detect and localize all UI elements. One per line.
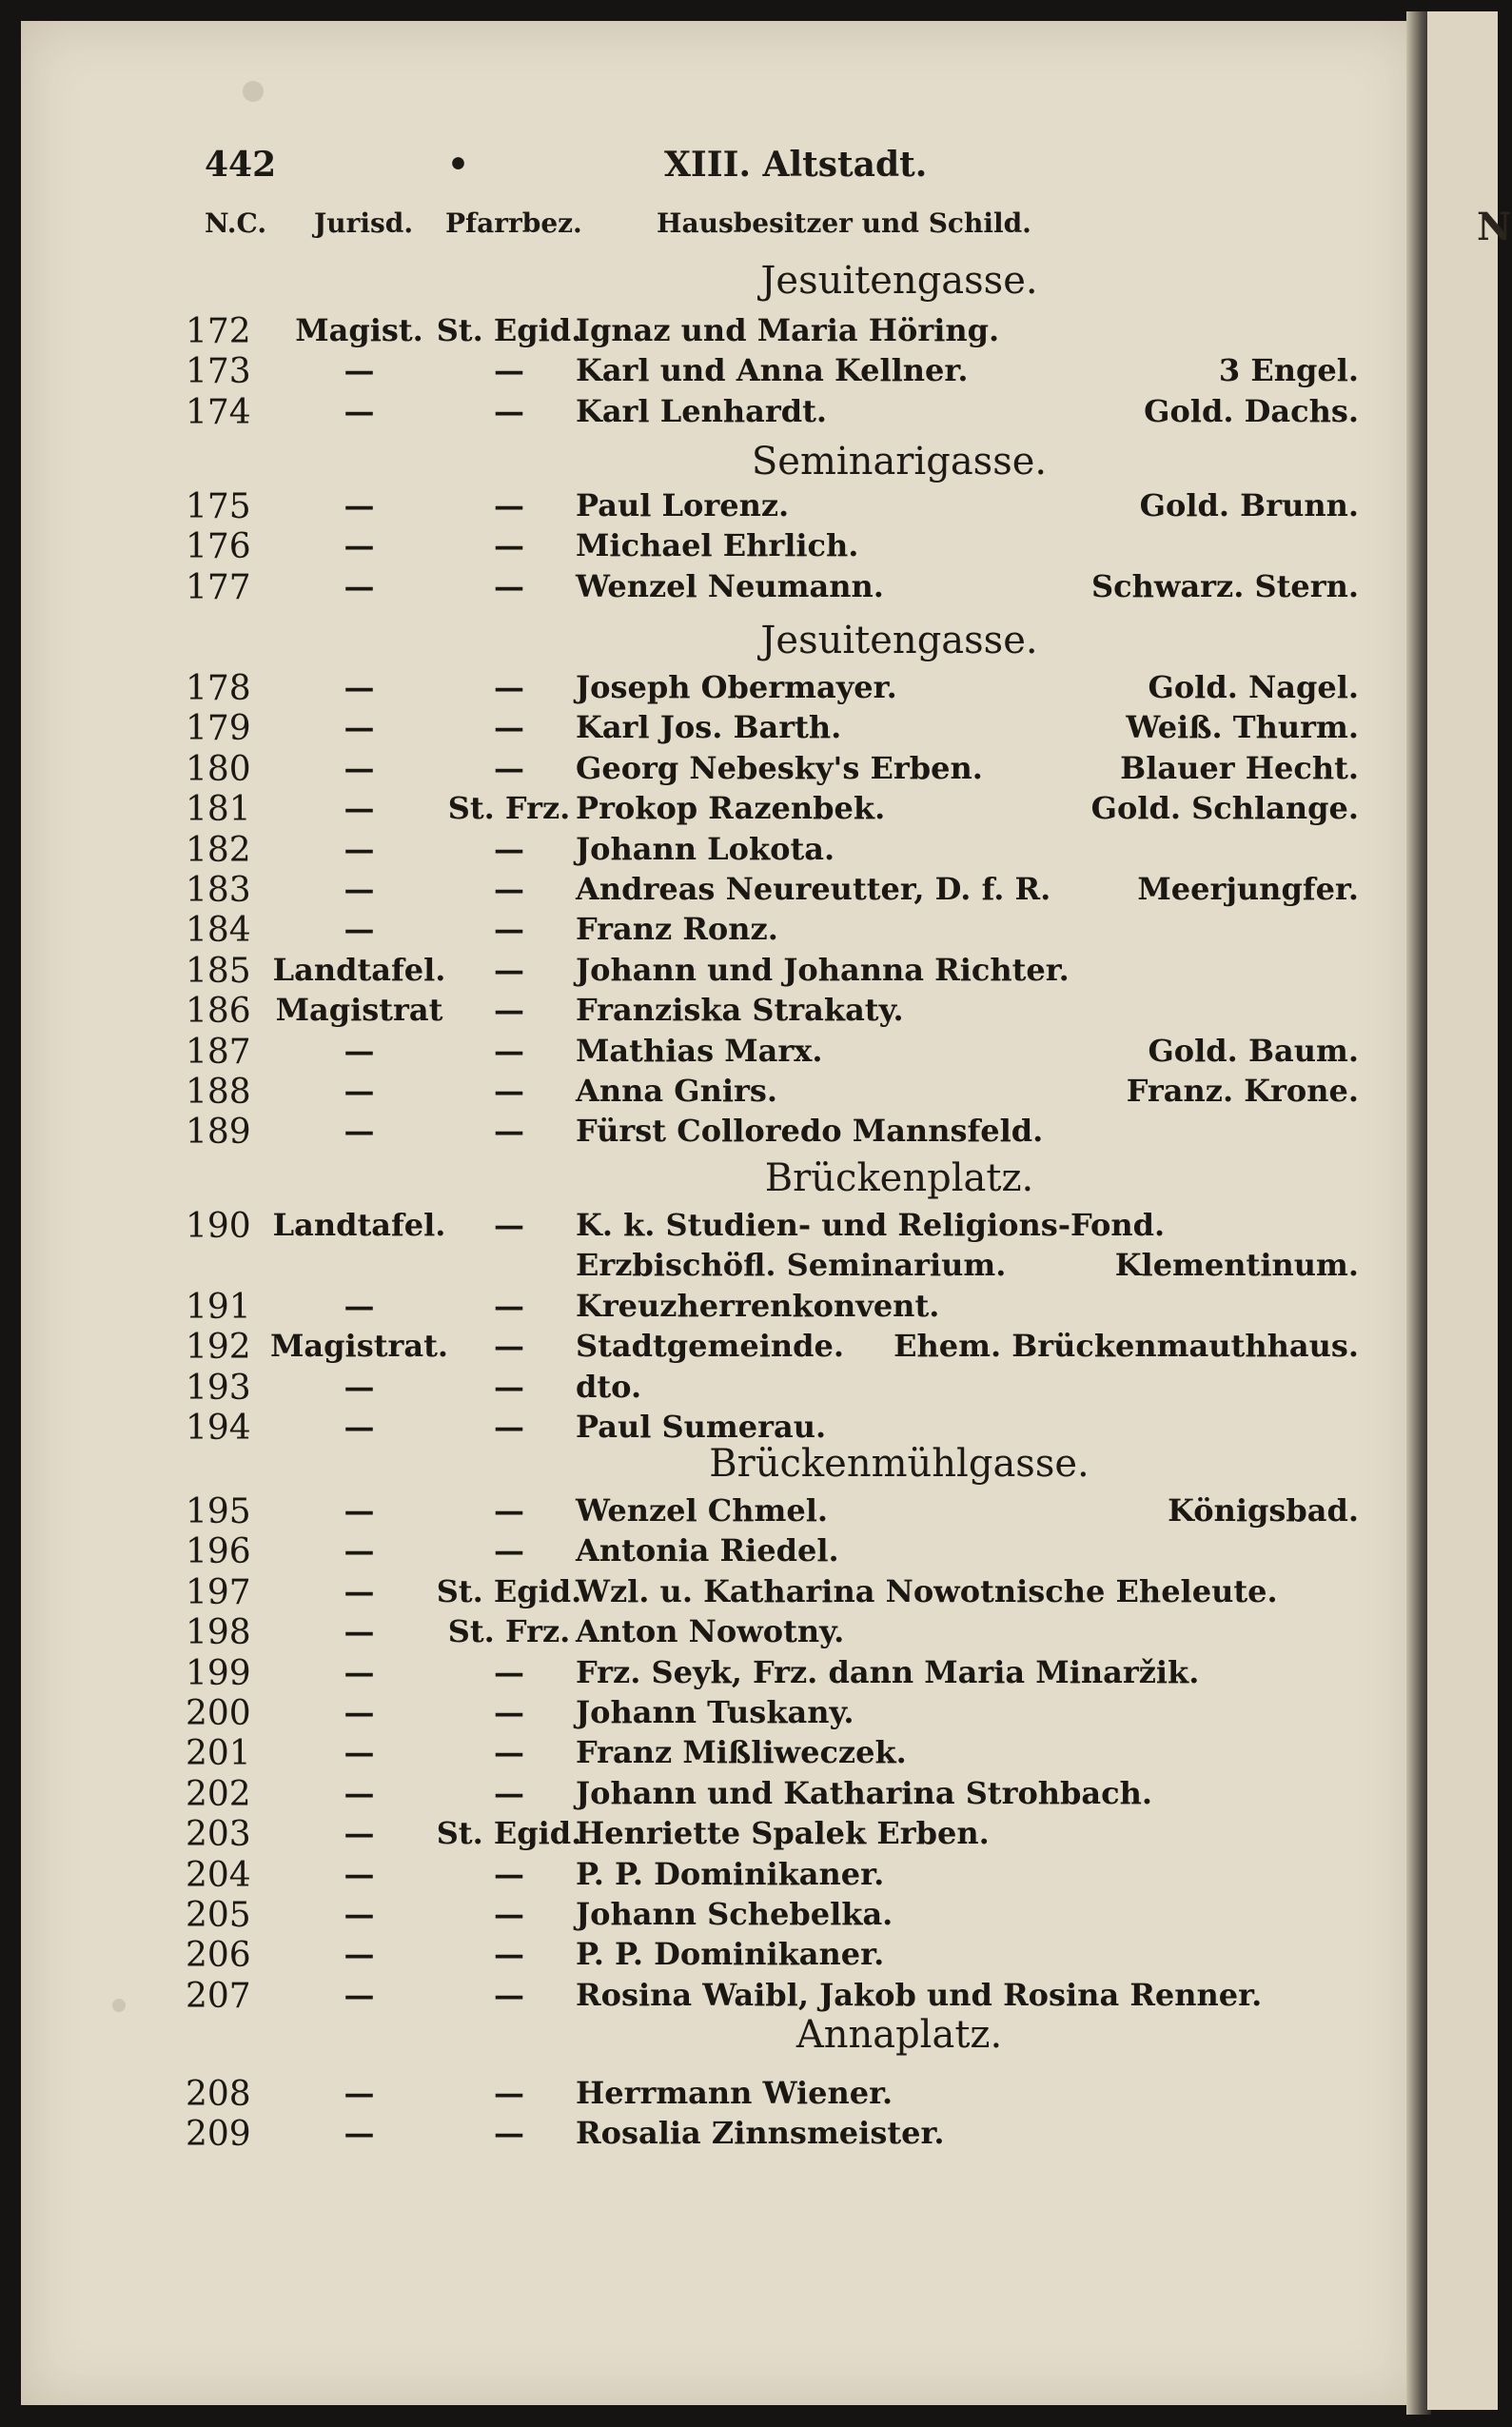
parish: — — [494, 871, 524, 907]
house-number: 172 — [186, 312, 251, 351]
owner: Johann und Katharina Strohbach. — [576, 1774, 1153, 1811]
owner: Wzl. u. Katharina Nowotnische Eheleute. — [576, 1572, 1278, 1609]
table-row — [0, 709, 1397, 749]
parish: — — [494, 1976, 524, 2013]
table-row — [0, 1936, 1397, 1976]
house-number: 174 — [186, 392, 251, 432]
house-number: 190 — [186, 1207, 251, 1246]
table-row — [0, 393, 1397, 433]
house-number: 187 — [186, 1032, 251, 1072]
owner: Anton Nowotny. — [576, 1613, 845, 1650]
jurisdiction: — — [344, 2115, 375, 2152]
house-number: 208 — [186, 2075, 251, 2114]
jurisdiction: — — [344, 1774, 375, 1811]
owner: Herrmann Wiener. — [576, 2075, 893, 2111]
owner: Franz Mißliweczek. — [576, 1734, 907, 1771]
house-sign: Gold. Nagel. — [1148, 669, 1359, 705]
house-number: 199 — [186, 1653, 251, 1693]
table-row — [0, 669, 1397, 709]
parish: — — [494, 1073, 524, 1109]
house-sign: Klementinum. — [1114, 1247, 1359, 1284]
parish: — — [494, 1855, 524, 1892]
owner: Johann und Johanna Richter. — [576, 951, 1070, 988]
house-number: 207 — [186, 1976, 251, 2016]
parish: — — [494, 352, 524, 389]
owner: Fürst Colloredo Mannsfeld. — [576, 1113, 1044, 1150]
table-row — [0, 312, 1397, 352]
adjacent-page-edge — [1427, 11, 1498, 2410]
parish: — — [494, 669, 524, 705]
table-row — [0, 1977, 1397, 2017]
owner: Paul Lorenz. — [576, 487, 790, 523]
house-number: 173 — [186, 352, 251, 392]
house-number: 201 — [186, 1734, 251, 1774]
parish: — — [494, 2075, 524, 2111]
owner: Wenzel Neumann. — [576, 567, 884, 604]
owner: Johann Tuskany. — [576, 1694, 854, 1730]
parish: — — [494, 1287, 524, 1324]
parish: — — [494, 567, 524, 604]
house-sign: Weiß. Thurm. — [1126, 709, 1359, 746]
house-number: 206 — [186, 1936, 251, 1976]
house-number: 198 — [186, 1613, 251, 1653]
column-header-owner-sign: Hausbesitzer und Schild. — [657, 207, 1031, 239]
jurisdiction: Magistrat — [275, 992, 443, 1029]
house-number: 180 — [186, 749, 251, 789]
owner: Antonia Riedel. — [576, 1532, 839, 1569]
house-number: 179 — [186, 709, 251, 749]
parish: St. Egid. — [436, 1572, 582, 1609]
table-row — [0, 1247, 1397, 1287]
house-sign: Gold. Brunn. — [1139, 487, 1359, 523]
parish: — — [494, 1653, 524, 1690]
next-page-column-mark: N — [1477, 205, 1512, 249]
house-number: 194 — [186, 1409, 251, 1448]
house-number: 204 — [186, 1855, 251, 1895]
table-row — [0, 2075, 1397, 2115]
parish: — — [494, 1694, 524, 1730]
owner: Rosina Waibl, Jakob und Rosina Renner. — [576, 1976, 1263, 2013]
house-number: 209 — [186, 2115, 251, 2155]
house-sign: Blauer Hecht. — [1120, 749, 1359, 786]
house-number: 205 — [186, 1896, 251, 1935]
table-row — [0, 871, 1397, 911]
jurisdiction: — — [344, 1368, 375, 1405]
parish: — — [494, 527, 524, 564]
page-title: XIII. Altstadt. — [664, 145, 928, 185]
house-number: 177 — [186, 567, 251, 607]
house-number: 192 — [186, 1328, 251, 1368]
parish: — — [494, 911, 524, 948]
paper-stain — [243, 81, 264, 102]
house-sign: Meerjungfer. — [1137, 871, 1359, 907]
house-number: 185 — [186, 951, 251, 991]
header-bullet: • — [447, 145, 470, 185]
parish: — — [494, 1032, 524, 1069]
owner: Henriette Spalek Erben. — [576, 1815, 990, 1852]
jurisdiction: — — [344, 1734, 375, 1771]
jurisdiction: — — [344, 911, 375, 948]
street-heading: Jesuitengasse. — [760, 619, 1038, 662]
street-heading: Brückenmühlgasse. — [709, 1442, 1090, 1486]
jurisdiction: — — [344, 830, 375, 867]
table-row — [0, 911, 1397, 951]
owner: Karl und Anna Kellner. — [576, 352, 969, 389]
table-row — [0, 1694, 1397, 1734]
owner: Kreuzherrenkonvent. — [576, 1287, 940, 1324]
table-row — [0, 1573, 1397, 1613]
table-row — [0, 1369, 1397, 1409]
owner: Karl Lenhardt. — [576, 392, 827, 429]
table-row — [0, 992, 1397, 1032]
house-number: 176 — [186, 527, 251, 567]
owner: Stadtgemeinde. — [576, 1328, 845, 1365]
owner: Joseph Obermayer. — [576, 669, 897, 705]
house-number: 196 — [186, 1532, 251, 1572]
jurisdiction: — — [344, 1492, 375, 1529]
jurisdiction: — — [344, 392, 375, 429]
table-row — [0, 352, 1397, 392]
table-row — [0, 1734, 1397, 1774]
jurisdiction: — — [344, 1613, 375, 1650]
house-sign: Franz. Krone. — [1126, 1073, 1359, 1109]
jurisdiction: — — [344, 1409, 375, 1445]
parish: — — [494, 1113, 524, 1150]
owner: dto. — [576, 1368, 642, 1405]
jurisdiction: Magist. — [295, 312, 423, 348]
house-number: 188 — [186, 1073, 251, 1112]
table-row — [0, 1856, 1397, 1896]
parish: — — [494, 1492, 524, 1529]
house-sign: Gold. Schlange. — [1090, 790, 1359, 827]
owner: Erzbischöfl. Seminarium. — [576, 1247, 1007, 1284]
jurisdiction: — — [344, 487, 375, 523]
owner: Johann Schebelka. — [576, 1896, 893, 1932]
parish: — — [494, 749, 524, 786]
jurisdiction: — — [344, 1653, 375, 1690]
owner: Ignaz und Maria Höring. — [576, 312, 1000, 348]
jurisdiction: — — [344, 1287, 375, 1324]
jurisdiction: — — [344, 1113, 375, 1150]
jurisdiction: — — [344, 527, 375, 564]
jurisdiction: Landtafel. — [272, 1207, 446, 1243]
jurisdiction: — — [344, 1532, 375, 1569]
parish: — — [494, 487, 524, 523]
house-number: 181 — [186, 790, 251, 830]
jurisdiction: — — [344, 749, 375, 786]
house-sign: Königsbad. — [1168, 1492, 1359, 1529]
jurisdiction: — — [344, 790, 375, 827]
page-number: 442 — [205, 145, 277, 185]
house-sign: Schwarz. Stern. — [1091, 567, 1359, 604]
house-number: 186 — [186, 992, 251, 1032]
parish: — — [494, 2115, 524, 2152]
owner: Rosalia Zinnsmeister. — [576, 2115, 945, 2152]
jurisdiction: — — [344, 352, 375, 389]
house-number: 195 — [186, 1492, 251, 1531]
jurisdiction: — — [344, 567, 375, 604]
parish: — — [494, 1896, 524, 1932]
jurisdiction: — — [344, 1073, 375, 1109]
column-header-number: N.C. — [205, 207, 267, 239]
owner: Wenzel Chmel. — [576, 1492, 829, 1529]
jurisdiction: — — [344, 1936, 375, 1973]
table-row — [0, 1492, 1397, 1532]
parish: — — [494, 1409, 524, 1445]
parish: — — [494, 1774, 524, 1811]
parish: — — [494, 709, 524, 746]
owner: Frz. Seyk, Frz. dann Maria Minaržik. — [576, 1653, 1200, 1690]
parish: — — [494, 951, 524, 988]
table-row — [0, 1815, 1397, 1855]
table-row — [0, 1613, 1397, 1653]
house-number: 202 — [186, 1774, 251, 1814]
table-row — [0, 1328, 1397, 1368]
jurisdiction: — — [344, 1032, 375, 1069]
jurisdiction: — — [344, 2075, 375, 2111]
jurisdiction: — — [344, 1976, 375, 2013]
house-number: 182 — [186, 830, 251, 870]
table-row — [0, 1288, 1397, 1328]
house-sign: Gold. Dachs. — [1144, 392, 1359, 429]
house-sign: Gold. Baum. — [1148, 1032, 1359, 1069]
jurisdiction: Landtafel. — [272, 951, 446, 988]
owner: Paul Sumerau. — [576, 1409, 827, 1445]
table-row — [0, 1532, 1397, 1572]
table-row — [0, 1654, 1397, 1694]
table-row — [0, 568, 1397, 608]
house-sign: 3 Engel. — [1218, 352, 1359, 389]
owner: P. P. Dominikaner. — [576, 1855, 885, 1892]
parish: St. Frz. — [447, 1613, 571, 1650]
owner: Franziska Strakaty. — [576, 992, 904, 1029]
house-number: 191 — [186, 1287, 251, 1327]
parish: — — [494, 1207, 524, 1243]
jurisdiction: — — [344, 1694, 375, 1730]
house-number: 183 — [186, 871, 251, 910]
table-row — [0, 487, 1397, 527]
jurisdiction: — — [344, 709, 375, 746]
parish: — — [494, 1734, 524, 1771]
table-row — [0, 1033, 1397, 1073]
table-row — [0, 1775, 1397, 1815]
owner: K. k. Studien- und Religions-Fond. — [576, 1207, 1166, 1243]
house-number: 178 — [186, 669, 251, 708]
house-number: 197 — [186, 1572, 251, 1612]
owner: Michael Ehrlich. — [576, 527, 859, 564]
parish: — — [494, 830, 524, 867]
table-row — [0, 1207, 1397, 1247]
parish: — — [494, 392, 524, 429]
street-heading: Seminarigasse. — [751, 440, 1048, 483]
owner: Johann Lokota. — [576, 830, 835, 867]
table-row — [0, 2115, 1397, 2155]
house-number: 193 — [186, 1368, 251, 1408]
parish: — — [494, 1328, 524, 1365]
jurisdiction: — — [344, 1896, 375, 1932]
owner: Mathias Marx. — [576, 1032, 823, 1069]
table-row — [0, 1896, 1397, 1936]
house-number: 203 — [186, 1815, 251, 1855]
owner: Georg Nebesky's Erben. — [576, 749, 983, 786]
parish: St. Egid. — [436, 1815, 582, 1852]
table-row — [0, 1073, 1397, 1113]
jurisdiction: Magistrat. — [270, 1328, 448, 1365]
owner: P. P. Dominikaner. — [576, 1936, 885, 1973]
house-number: 175 — [186, 487, 251, 526]
parish: St. Frz. — [447, 790, 571, 827]
owner: Anna Gnirs. — [576, 1073, 777, 1109]
owner: Karl Jos. Barth. — [576, 709, 842, 746]
jurisdiction: — — [344, 669, 375, 705]
table-row — [0, 527, 1397, 567]
table-row — [0, 831, 1397, 871]
parish: — — [494, 1532, 524, 1569]
parish: — — [494, 992, 524, 1029]
table-row — [0, 1113, 1397, 1153]
jurisdiction: — — [344, 1855, 375, 1892]
table-row — [0, 790, 1397, 830]
street-heading: Annaplatz. — [795, 2013, 1003, 2057]
owner: Prokop Razenbek. — [576, 790, 886, 827]
parish: — — [494, 1936, 524, 1973]
house-number: 189 — [186, 1113, 251, 1153]
column-header-parish: Pfarrbez. — [445, 207, 582, 239]
street-heading: Brückenplatz. — [764, 1156, 1034, 1200]
owner: Andreas Neureutter, D. f. R. — [576, 871, 1051, 907]
jurisdiction: — — [344, 1572, 375, 1609]
owner: Franz Ronz. — [576, 911, 778, 948]
table-row — [0, 952, 1397, 992]
house-sign: Ehem. Brückenmauthhaus. — [893, 1328, 1359, 1365]
house-number: 184 — [186, 911, 251, 951]
house-number: 200 — [186, 1694, 251, 1733]
column-header-jurisdiction: Jurisd. — [314, 207, 414, 239]
parish: St. Egid. — [436, 312, 582, 348]
jurisdiction: — — [344, 871, 375, 907]
parish: — — [494, 1368, 524, 1405]
table-row — [0, 750, 1397, 790]
jurisdiction: — — [344, 1815, 375, 1852]
street-heading: Jesuitengasse. — [760, 259, 1038, 303]
